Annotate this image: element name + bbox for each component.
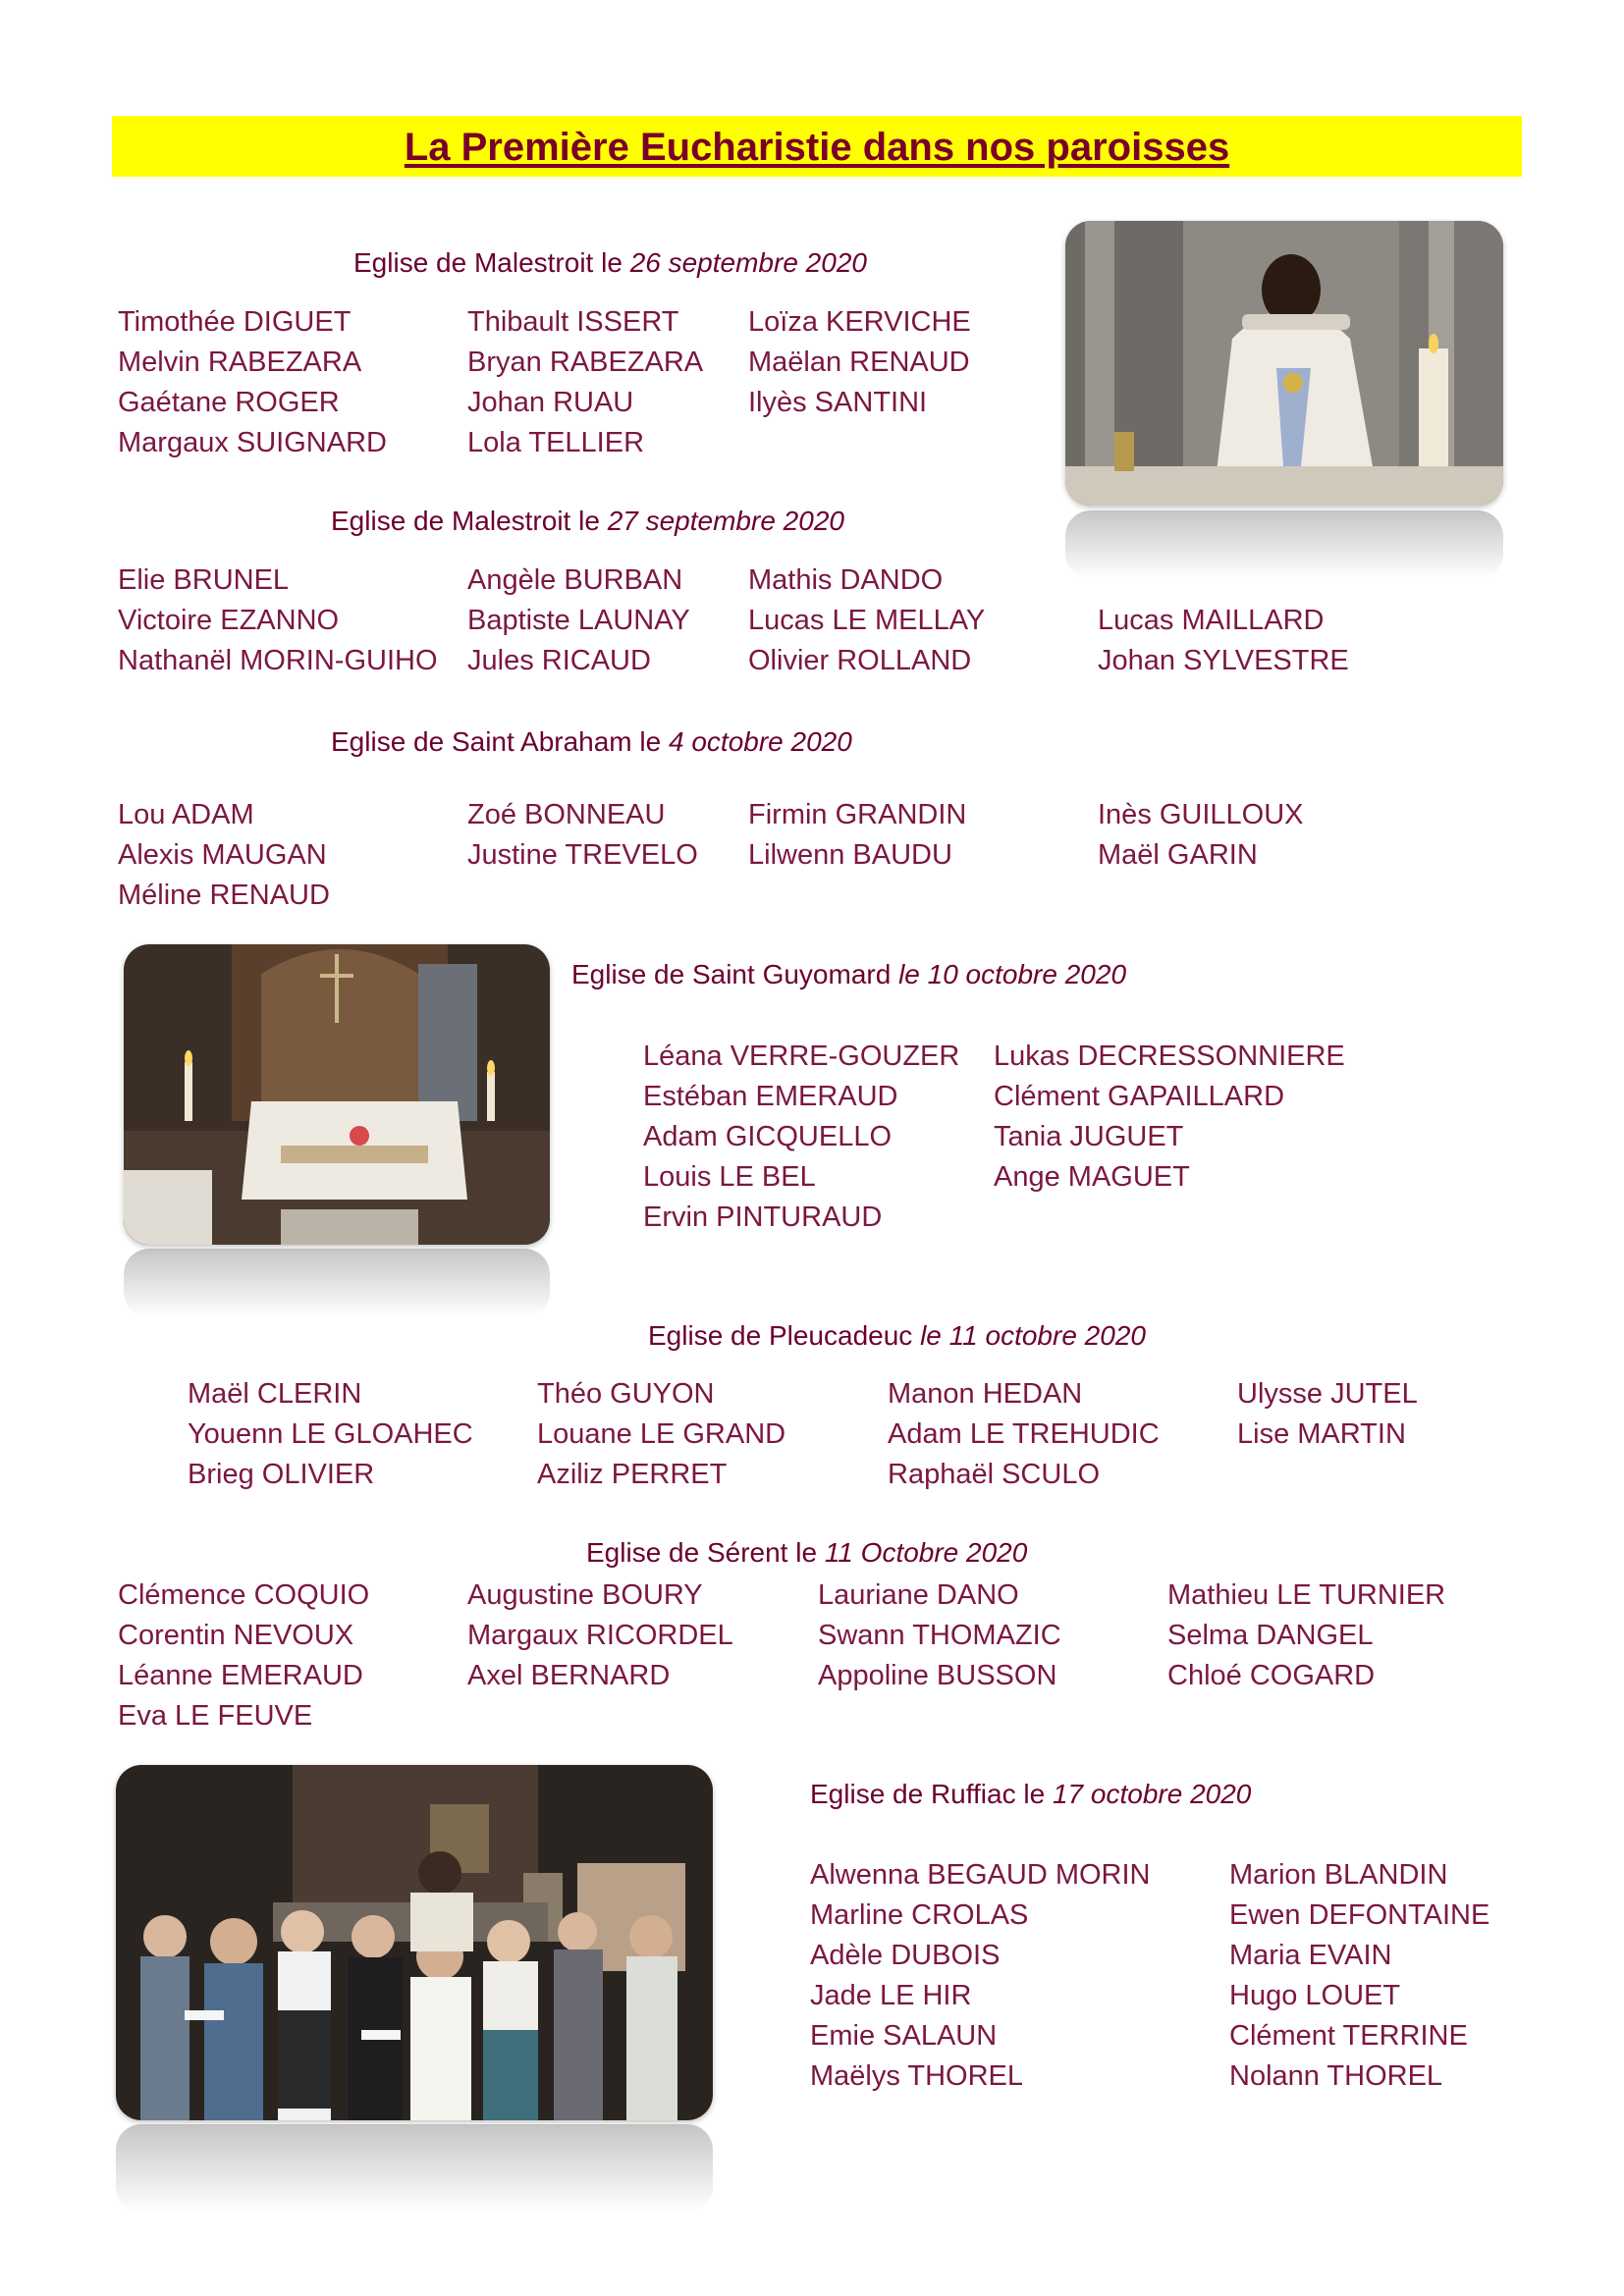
section-heading-saint-abraham bbox=[331, 726, 852, 758]
communicant-name: Firmin GRANDIN bbox=[748, 799, 967, 830]
communicant-name: Emie SALAUN bbox=[810, 2020, 998, 2052]
photo-reflection bbox=[124, 1249, 550, 1317]
communicant-name: Marion BLANDIN bbox=[1229, 1859, 1448, 1891]
communicant-name: Ervin PINTURAUD bbox=[643, 1201, 883, 1233]
communicant-name: Jade LE HIR bbox=[810, 1980, 972, 2011]
title-banner bbox=[112, 116, 1522, 177]
communicant-name: Ulysse JUTEL bbox=[1237, 1378, 1418, 1410]
communicant-name: Léanne EMERAUD bbox=[118, 1660, 363, 1691]
communicant-name: Théo GUYON bbox=[537, 1378, 715, 1410]
communicant-name: Ewen DEFONTAINE bbox=[1229, 1899, 1490, 1931]
heading-place: Eglise de Malestroit le bbox=[331, 506, 608, 536]
heading-place: Eglise de Saint Guyomard bbox=[571, 959, 899, 989]
communicant-name: Elie BRUNEL bbox=[118, 564, 290, 596]
heading-date: 26 septembre 2020 bbox=[629, 247, 867, 278]
communicant-name: Swann THOMAZIC bbox=[818, 1620, 1061, 1651]
communicant-name: Clémence COQUIO bbox=[118, 1579, 370, 1611]
communicant-name: Chloé COGARD bbox=[1167, 1660, 1376, 1691]
section-heading-malestroit-26 bbox=[353, 247, 867, 279]
communicant-name: Ilyès SANTINI bbox=[748, 387, 928, 418]
communicant-name: Ange MAGUET bbox=[994, 1161, 1190, 1193]
communicant-name: Méline RENAUD bbox=[118, 880, 330, 911]
communicant-name: Baptiste LAUNAY bbox=[467, 605, 690, 636]
communicant-name: Manon HEDAN bbox=[888, 1378, 1083, 1410]
communicant-name: Axel BERNARD bbox=[467, 1660, 671, 1691]
communicant-name: Lucas MAILLARD bbox=[1098, 605, 1325, 636]
communicant-name: Margaux RICORDEL bbox=[467, 1620, 733, 1651]
communicant-name: Mathieu LE TURNIER bbox=[1167, 1579, 1446, 1611]
communicant-name: Tania JUGUET bbox=[994, 1121, 1184, 1152]
communicant-name: Clément TERRINE bbox=[1229, 2020, 1468, 2052]
communicant-name: Lucas LE MELLAY bbox=[748, 605, 986, 636]
communicant-name: Aziliz PERRET bbox=[537, 1459, 728, 1490]
communicants-group-photo bbox=[116, 1765, 713, 2120]
communicant-name: Lilwenn BAUDU bbox=[748, 839, 952, 871]
communicant-name: Lise MARTIN bbox=[1237, 1418, 1406, 1450]
communicant-name: Justine TREVELO bbox=[467, 839, 698, 871]
communicant-name: Bryan RABEZARA bbox=[467, 347, 704, 378]
church-altar-photo bbox=[124, 944, 550, 1245]
communicant-name: Alexis MAUGAN bbox=[118, 839, 327, 871]
communicant-name: Raphaël SCULO bbox=[888, 1459, 1100, 1490]
communicant-name: Nathanël MORIN-GUIHO bbox=[118, 645, 438, 676]
communicant-name: Alwenna BEGAUD MORIN bbox=[810, 1859, 1151, 1891]
communicant-name: Mathis DANDO bbox=[748, 564, 944, 596]
communicant-name: Victoire EZANNO bbox=[118, 605, 340, 636]
communicant-name: Marline CROLAS bbox=[810, 1899, 1029, 1931]
communicant-name: Lou ADAM bbox=[118, 799, 254, 830]
communicant-name: Maël GARIN bbox=[1098, 839, 1258, 871]
priest-altar-photo bbox=[1065, 221, 1503, 506]
heading-date: le 10 octobre 2020 bbox=[898, 959, 1127, 989]
communicant-name: Inès GUILLOUX bbox=[1098, 799, 1304, 830]
communicant-name: Johan SYLVESTRE bbox=[1098, 645, 1349, 676]
section-heading-pleucadeuc bbox=[648, 1320, 1146, 1352]
communicant-name: Corentin NEVOUX bbox=[118, 1620, 354, 1651]
communicant-name: Brieg OLIVIER bbox=[188, 1459, 375, 1490]
communicant-name: Margaux SUIGNARD bbox=[118, 427, 387, 458]
communicant-name: Louane LE GRAND bbox=[537, 1418, 786, 1450]
communicant-name: Adèle DUBOIS bbox=[810, 1940, 1001, 1971]
heading-place: Eglise de Pleucadeuc bbox=[648, 1320, 921, 1351]
heading-date: 11 Octobre 2020 bbox=[824, 1537, 1028, 1568]
communicant-name: Maël CLERIN bbox=[188, 1378, 362, 1410]
communicant-name: Louis LE BEL bbox=[643, 1161, 816, 1193]
heading-place: Eglise de Saint Abraham le bbox=[331, 726, 669, 757]
photo-reflection bbox=[116, 2124, 713, 2213]
section-heading-malestroit-27 bbox=[331, 506, 844, 537]
communicant-name: Lola TELLIER bbox=[467, 427, 645, 458]
communicant-name: Maëlys THOREL bbox=[810, 2060, 1024, 2092]
communicant-name: Melvin RABEZARA bbox=[118, 347, 362, 378]
communicant-name: Maëlan RENAUD bbox=[748, 347, 970, 378]
heading-place: Eglise de Malestroit le bbox=[353, 247, 630, 278]
communicant-name: Timothée DIGUET bbox=[118, 306, 352, 338]
communicant-name: Johan RUAU bbox=[467, 387, 634, 418]
communicant-name: Lauriane DANO bbox=[818, 1579, 1019, 1611]
communicant-name: Olivier ROLLAND bbox=[748, 645, 972, 676]
communicant-name: Angèle BURBAN bbox=[467, 564, 683, 596]
communicant-name: Estéban EMERAUD bbox=[643, 1081, 898, 1112]
communicant-name: Nolann THOREL bbox=[1229, 2060, 1443, 2092]
communicant-name: Léana VERRE-GOUZER bbox=[643, 1041, 960, 1072]
communicant-name: Eva LE FEUVE bbox=[118, 1700, 313, 1732]
communicant-name: Gaétane ROGER bbox=[118, 387, 340, 418]
communicant-name: Hugo LOUET bbox=[1229, 1980, 1401, 2011]
heading-place: Eglise de Sérent le bbox=[586, 1537, 825, 1568]
section-heading-saint-guyomard bbox=[571, 959, 1126, 990]
heading-date: 17 octobre 2020 bbox=[1052, 1779, 1252, 1809]
heading-date: le 11 octobre 2020 bbox=[920, 1320, 1146, 1351]
communicant-name: Augustine BOURY bbox=[467, 1579, 703, 1611]
communicant-name: Selma DANGEL bbox=[1167, 1620, 1374, 1651]
communicant-name: Loïza KERVICHE bbox=[748, 306, 971, 338]
communicant-name: Zoé BONNEAU bbox=[467, 799, 666, 830]
section-heading-serent bbox=[586, 1537, 1027, 1569]
section-heading-ruffiac bbox=[810, 1779, 1251, 1810]
communicant-name: Appoline BUSSON bbox=[818, 1660, 1057, 1691]
photo-reflection bbox=[1065, 510, 1503, 579]
heading-place: Eglise de Ruffiac le bbox=[810, 1779, 1053, 1809]
page-title: La Première Eucharistie dans nos paroisses bbox=[404, 126, 1230, 169]
communicant-name: Jules RICAUD bbox=[467, 645, 651, 676]
communicant-name: Lukas DECRESSONNIERE bbox=[994, 1041, 1345, 1072]
communicant-name: Adam GICQUELLO bbox=[643, 1121, 893, 1152]
communicant-name: Clément GAPAILLARD bbox=[994, 1081, 1285, 1112]
communicant-name: Youenn LE GLOAHEC bbox=[188, 1418, 473, 1450]
communicant-name: Maria EVAIN bbox=[1229, 1940, 1392, 1971]
communicant-name: Thibault ISSERT bbox=[467, 306, 679, 338]
heading-date: 4 octobre 2020 bbox=[668, 726, 852, 757]
communicant-name: Adam LE TREHUDIC bbox=[888, 1418, 1160, 1450]
heading-date: 27 septembre 2020 bbox=[607, 506, 844, 536]
